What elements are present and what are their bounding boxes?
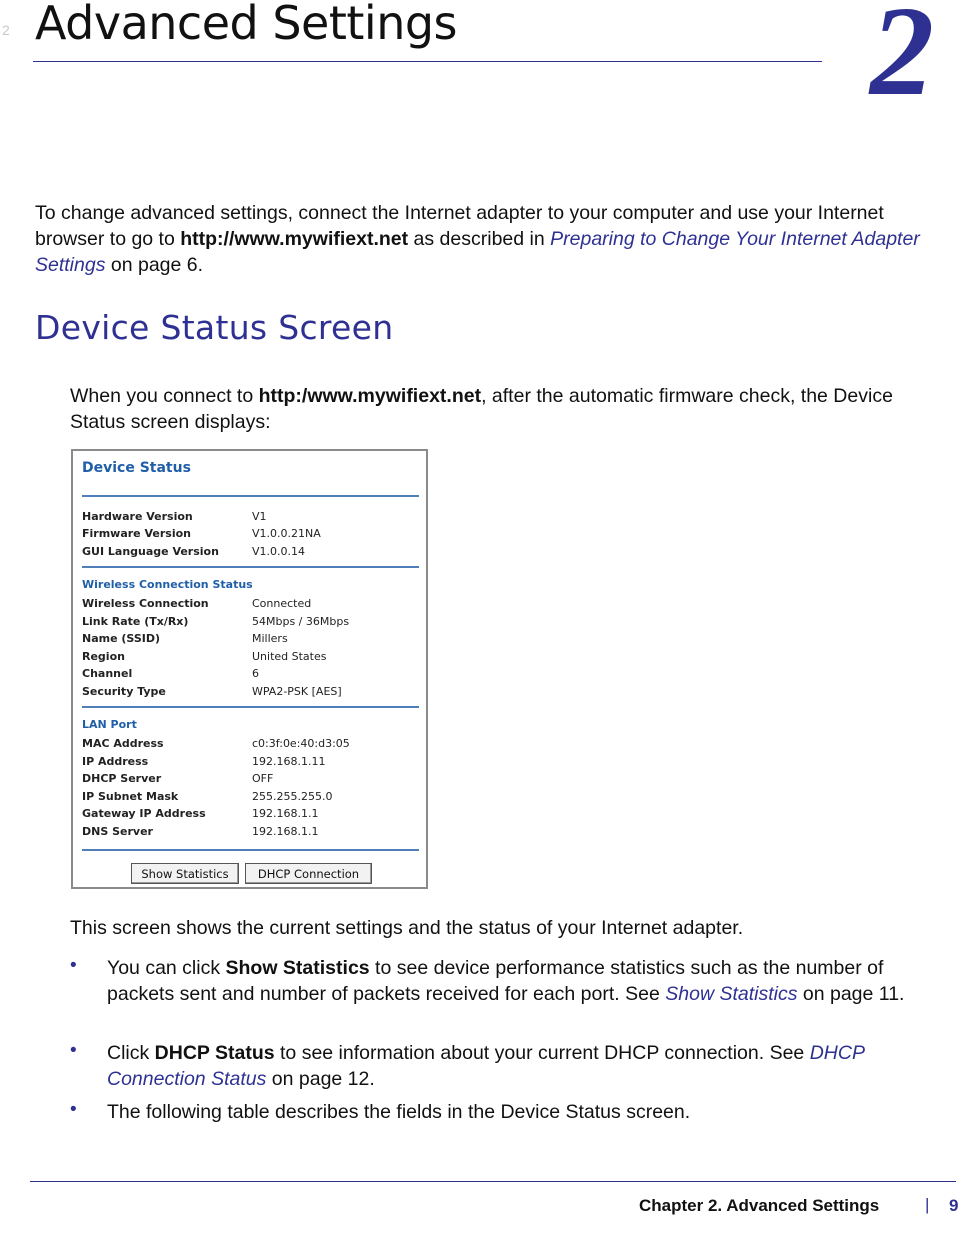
status-row <box>82 753 412 770</box>
row-label: Security Type <box>82 685 166 698</box>
intro-link[interactable]: Preparing to Change Your Internet Adapter Settings <box>35 228 920 276</box>
status-row <box>82 788 412 805</box>
footer-chapter: Chapter 2. Advanced Settings <box>639 1196 880 1215</box>
status-row <box>82 543 412 560</box>
device-status-title: Device Status <box>82 460 191 476</box>
screen-description: This screen shows the current settings and the status of your Internet adapter. <box>70 917 744 939</box>
dhcp-connection-button[interactable]: DHCP Connection <box>245 863 372 884</box>
section-paragraph <box>70 383 940 435</box>
section-url: http:/www.mywifiext.net <box>258 385 482 407</box>
row-label: Hardware Version <box>82 510 193 523</box>
status-row <box>82 525 412 542</box>
row-label: DNS Server <box>82 825 153 838</box>
status-row <box>82 595 412 612</box>
bullet-item: The following table describes the fields in the Device Status screen. <box>107 1101 691 1123</box>
bullet-text: to see device performance statistics such as the number of packets sent and number of packets received for each port. See <box>107 957 884 1005</box>
section-text: , after the automatic firmware check, the Device Status screen displays: <box>70 385 893 433</box>
title-divider <box>33 61 822 62</box>
row-value: WPA2-PSK [AES] <box>252 685 342 698</box>
row-value: Connected <box>252 597 312 610</box>
row-value: 192.168.1.11 <box>252 755 326 768</box>
screenshot-divider <box>82 706 419 708</box>
chapter-title: Advanced Settings <box>35 0 458 50</box>
device-status-screenshot <box>71 449 428 889</box>
row-value: 6 <box>252 667 259 680</box>
footer-divider <box>30 1181 956 1182</box>
status-row <box>82 805 412 822</box>
screenshot-divider <box>82 566 419 568</box>
row-value: c0:3f:0e:40:d3:05 <box>252 737 350 750</box>
wireless-section-heading: Wireless Connection Status <box>82 578 253 591</box>
row-label: Channel <box>82 667 133 680</box>
bullet-marker: • <box>70 955 77 976</box>
bullet-text: Click <box>107 1042 155 1064</box>
row-label: DHCP Server <box>82 772 162 785</box>
section-text: When you connect to <box>70 385 259 407</box>
status-row <box>82 630 412 647</box>
row-value: Millers <box>252 632 288 645</box>
bullet-item <box>107 1040 955 1092</box>
status-row <box>82 665 412 682</box>
row-value: OFF <box>252 772 274 785</box>
row-label: IP Subnet Mask <box>82 790 179 803</box>
row-value: V1.0.0.21NA <box>252 527 321 540</box>
row-value: V1 <box>252 510 267 523</box>
intro-paragraph <box>35 200 950 278</box>
status-row <box>82 683 412 700</box>
row-label: Wireless Connection <box>82 597 209 610</box>
status-row <box>82 735 412 752</box>
row-label: Link Rate (Tx/Rx) <box>82 615 189 628</box>
row-value: 255.255.255.0 <box>252 790 333 803</box>
bullet-bold: DHCP Status <box>154 1042 275 1064</box>
row-label: Firmware Version <box>82 527 191 540</box>
row-value: 54Mbps / 36Mbps <box>252 615 350 628</box>
screenshot-divider <box>82 495 419 497</box>
bullet-marker: • <box>70 1099 77 1120</box>
row-value: 192.168.1.1 <box>252 825 319 838</box>
bullet-item <box>107 955 955 1007</box>
bullet-marker: • <box>70 1040 77 1061</box>
section-heading: Device Status Screen <box>35 308 394 347</box>
row-label: Gateway IP Address <box>82 807 206 820</box>
screenshot-divider <box>82 849 419 851</box>
row-label: Region <box>82 650 125 663</box>
bullet-text: to see information about your current DHCP connection. See <box>274 1042 810 1064</box>
status-row <box>82 508 412 525</box>
dhcp-connection-status-link[interactable]: DHCP Connection Status <box>107 1042 865 1090</box>
bullet-text: You can click <box>107 957 226 979</box>
row-label: GUI Language Version <box>82 545 219 558</box>
show-statistics-button[interactable]: Show Statistics <box>131 863 239 884</box>
row-label: IP Address <box>82 755 149 768</box>
row-label: MAC Address <box>82 737 164 750</box>
page-number: 9 <box>949 1196 959 1215</box>
row-value: United States <box>252 650 327 663</box>
chapter-number: 2 <box>870 0 934 122</box>
status-row <box>82 770 412 787</box>
intro-text: To change advanced settings, connect the Internet adapter to your computer and use your Internet browser to go to <box>35 202 884 250</box>
status-row <box>82 823 412 840</box>
show-statistics-link[interactable]: Show Statistics <box>665 983 798 1005</box>
status-row <box>82 613 412 630</box>
intro-text: on page 6. <box>105 254 204 276</box>
bullet-text: on page 12. <box>266 1068 375 1090</box>
bullet-bold: Show Statistics <box>225 957 370 979</box>
intro-url: http://www.mywifiext.net <box>180 228 409 250</box>
footer-separator: | <box>925 1195 930 1214</box>
bullet-text: on page 11. <box>797 983 905 1005</box>
row-label: Name (SSID) <box>82 632 161 645</box>
margin-chapter-mark: 2 <box>2 22 10 38</box>
lan-section-heading: LAN Port <box>82 718 137 731</box>
row-value: V1.0.0.14 <box>252 545 306 558</box>
intro-text: as described in <box>408 228 551 250</box>
row-value: 192.168.1.1 <box>252 807 319 820</box>
status-row <box>82 648 412 665</box>
